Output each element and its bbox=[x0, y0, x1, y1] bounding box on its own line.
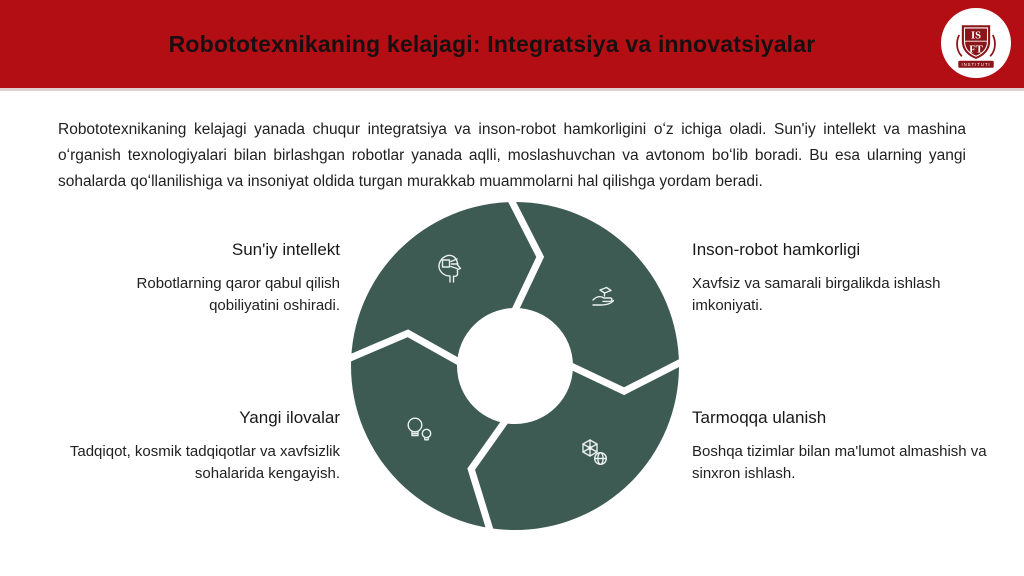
segment-desc: Robotlarning qaror qabul qilish qobiliyatini oshiradi. bbox=[136, 275, 340, 314]
donut-hole bbox=[457, 308, 573, 424]
header-divider bbox=[0, 88, 1024, 91]
segment-label-ai bbox=[95, 240, 340, 317]
segment-desc: Xavfsiz va samarali birgalikda ishlash imkoniyati. bbox=[692, 275, 941, 314]
segment-desc: Tadqiqot, kosmik tadqiqotlar va xavfsizlik sohalarida kengayish. bbox=[69, 443, 340, 482]
segment-desc: Boshqa tizimlar bilan ma'lumot almashish va sinxron ishlash. bbox=[692, 443, 987, 482]
segment-label-new-apps bbox=[30, 408, 340, 485]
segment-label-collaboration bbox=[692, 240, 977, 317]
header-bar bbox=[0, 0, 1024, 88]
cycle-diagram-graphic bbox=[345, 196, 685, 536]
logo-monogram-top: IS bbox=[970, 30, 982, 42]
cycle-diagram bbox=[345, 196, 685, 536]
segment-title: Yangi ilovalar bbox=[239, 408, 340, 427]
segment-title: Inson-robot hamkorligi bbox=[692, 240, 861, 259]
slide-title: Robototexnikaning kelajagi: Integratsiya va innovatsiyalar bbox=[168, 30, 816, 57]
segment-label-connectivity bbox=[692, 408, 992, 485]
logo-banner-text: INSTITUTI bbox=[961, 62, 991, 68]
logo-monogram-bottom: FT bbox=[969, 44, 983, 56]
institute-logo bbox=[941, 8, 1011, 78]
intro-paragraph: Robototexnikaning kelajagi yanada chuqur integratsiya va inson-robot hamkorligini oʻz ichiga oladi. Sun'iy intellekt va mashina oʻrganish texnologiyalari bilan birlashgan robotlar yanada aqlli, moslashuvchan va avtonom boʻlib boradi. Bu esa ularning yangi sohalarda qoʻllanilishiga va insoniyat oldida turgan murakkab muammolarni hal qilishga yordam beradi. bbox=[58, 121, 966, 190]
crest-icon bbox=[945, 12, 1007, 74]
segment-title: Sun'iy intellekt bbox=[231, 240, 340, 259]
segment-title: Tarmoqqa ulanish bbox=[692, 408, 827, 427]
